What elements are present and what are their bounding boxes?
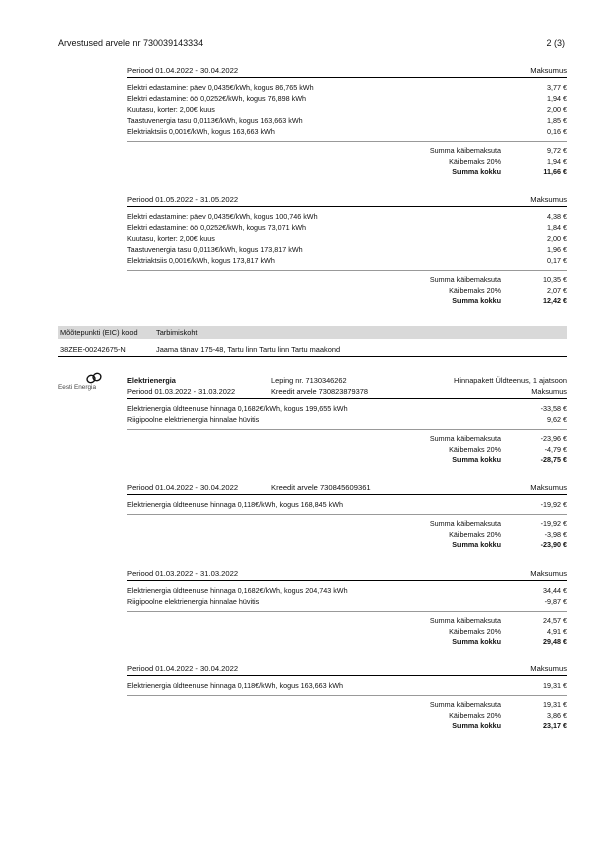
- provider-header: [127, 376, 567, 403]
- provider-name: Elektrienergia: [127, 376, 176, 385]
- logo-mark-icon: [85, 372, 103, 384]
- eic-row: [58, 343, 567, 357]
- period-label: Periood 01.03.2022 - 31.03.2022: [127, 569, 239, 578]
- total-row: Summa kokku 11,66 €: [452, 167, 567, 176]
- line-item: Riigipoolne elektrienergia hinnalae hüvitis 9,62 €: [127, 415, 567, 424]
- period-block: [127, 194, 567, 307]
- invoice-title: Arvestused arvele nr 730039143334: [58, 38, 204, 48]
- line-item: Elektriaktsiis 0,001€/kWh, kogus 173,817 kWh 0,17 €: [127, 256, 567, 265]
- column-header: Maksumus: [530, 195, 567, 204]
- consumption-address: Jaama tänav 175-48, Tartu linn Tartu linn Tartu maakond: [156, 345, 341, 354]
- subtotal-row: Summa käibemaksuta -19,92 €: [429, 519, 567, 528]
- period-block: [127, 403, 567, 466]
- credit-reference: Kreedit arvele 730823879378: [271, 387, 368, 396]
- consumption-place-header: Tarbimiskoht: [156, 328, 198, 337]
- line-item: Elektriaktsiis 0,001€/kWh, kogus 163,663 kWh 0,16 €: [127, 127, 567, 136]
- period-block: [127, 568, 567, 648]
- line-item: Elektrienergia üldteenuse hinnaga 0,1682€/kWh, kogus 204,743 kWh 34,44 €: [127, 586, 567, 595]
- column-header: Maksumus: [531, 387, 567, 396]
- column-header: Maksumus: [530, 569, 567, 578]
- line-item: Taastuvenergia tasu 0,0113€/kWh, kogus 163,663 kWh 1,85 €: [127, 116, 567, 125]
- vat-row: Käibemaks 20% 2,07 €: [449, 285, 567, 295]
- period-label: Periood 01.04.2022 - 30.04.2022: [127, 664, 239, 673]
- logo-text: Eesti Energia: [58, 384, 97, 391]
- subtotal-row: Summa käibemaksuta 10,35 €: [429, 275, 567, 284]
- line-item: Kuutasu, korter: 2,00€ kuus 2,00 €: [127, 234, 567, 243]
- credit-reference: Kreedit arvele 730845609361: [271, 483, 371, 492]
- contract-number: Leping nr. 7130346262: [271, 376, 347, 385]
- total-row: Summa kokku 12,42 €: [452, 296, 567, 305]
- subtotal-row: Summa käibemaksuta -23,96 €: [429, 434, 567, 443]
- period-block: [127, 482, 567, 551]
- eic-header-bar: [58, 326, 567, 339]
- column-header: Maksumus: [530, 483, 567, 492]
- period-label: Periood 01.03.2022 - 31.03.2022: [127, 387, 236, 396]
- eic-code-header: Mõõtepunkti (EIC) kood: [60, 328, 138, 337]
- total-row: Summa kokku 23,17 €: [452, 721, 567, 730]
- line-item: Elektrienergia üldteenuse hinnaga 0,1682€/kWh, kogus 199,655 kWh -33,58 €: [127, 404, 567, 413]
- total-row: Summa kokku -23,90 €: [452, 540, 567, 549]
- vat-row: Käibemaks 20% 3,86 €: [449, 710, 567, 720]
- line-item: Kuutasu, korter: 2,00€ kuus 2,00 €: [127, 105, 567, 114]
- column-header: Maksumus: [530, 66, 567, 75]
- period-label: Periood 01.04.2022 - 30.04.2022: [127, 483, 239, 492]
- vat-row: Käibemaks 20% -3,98 €: [449, 529, 567, 539]
- line-item: Elektrienergia üldteenuse hinnaga 0,118€/kWh, kogus 163,663 kWh 19,31 €: [127, 681, 567, 690]
- line-item: Riigipoolne elektrienergia hinnalae hüvitis -9,87 €: [127, 597, 567, 606]
- vat-row: Käibemaks 20% -4,79 €: [449, 444, 567, 454]
- subtotal-row: Summa käibemaksuta 24,57 €: [429, 616, 567, 625]
- period-label: Periood 01.05.2022 - 31.05.2022: [127, 195, 239, 204]
- line-item: Elektri edastamine: päev 0,0435€/kWh, kogus 100,746 kWh 4,38 €: [127, 212, 567, 221]
- line-item: Elektri edastamine: öö 0,0252€/kWh, kogus 73,071 kWh 1,84 €: [127, 223, 567, 232]
- line-item: Taastuvenergia tasu 0,0113€/kWh, kogus 173,817 kWh 1,96 €: [127, 245, 567, 254]
- price-package: Hinnapakett Üldteenus, 1 ajatsoon: [454, 376, 567, 385]
- page-number: 2 (3): [546, 38, 565, 48]
- column-header: Maksumus: [530, 664, 567, 673]
- period-label: Periood 01.04.2022 - 30.04.2022: [127, 66, 239, 75]
- period-block: [127, 65, 567, 178]
- subtotal-row: Summa käibemaksuta 9,72 €: [429, 146, 567, 155]
- vat-row: Käibemaks 20% 1,94 €: [449, 156, 567, 166]
- line-item: Elektri edastamine: öö 0,0252€/kWh, kogus 76,898 kWh 1,94 €: [127, 94, 567, 103]
- line-item: Elektrienergia üldteenuse hinnaga 0,118€/kWh, kogus 168,845 kWh -19,92 €: [127, 500, 567, 509]
- subtotal-row: Summa käibemaksuta 19,31 €: [429, 700, 567, 709]
- vat-row: Käibemaks 20% 4,91 €: [449, 626, 567, 636]
- eesti-energia-logo: [58, 372, 104, 396]
- total-row: Summa kokku 29,48 €: [452, 637, 567, 646]
- total-row: Summa kokku -28,75 €: [452, 455, 567, 464]
- eic-code: 38ZEE-00242675-N: [60, 345, 126, 354]
- line-item: Elektri edastamine: päev 0,0435€/kWh, kogus 86,765 kWh 3,77 €: [127, 83, 567, 92]
- period-block: [127, 663, 567, 732]
